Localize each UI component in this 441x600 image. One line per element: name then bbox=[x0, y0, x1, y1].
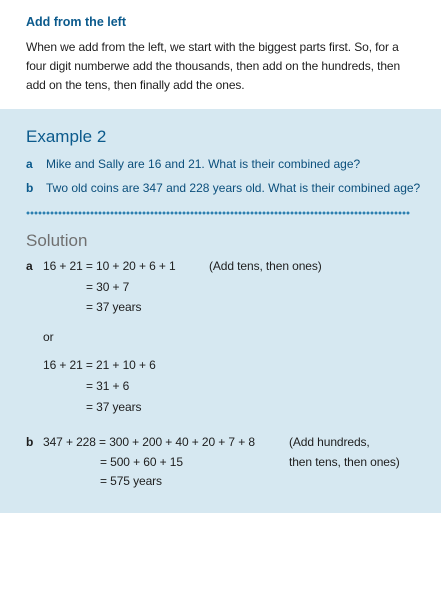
part-b-letter: b bbox=[26, 435, 34, 449]
part-b-line1: 347 + 228 = 300 + 200 + 40 + 20 + 7 + 8 bbox=[43, 435, 255, 449]
part-a-method1-line1: 16 + 21 = 10 + 20 + 6 + 1 bbox=[43, 259, 176, 273]
part-a-method1-note: (Add tens, then ones) bbox=[209, 259, 322, 273]
part-b-note-line1: (Add hundreds, bbox=[289, 435, 370, 449]
intro-line-3: add on the tens, then finally add the ones. bbox=[26, 78, 245, 92]
part-b-line2: = 500 + 60 + 15 bbox=[100, 455, 183, 469]
section-heading: Add from the left bbox=[26, 15, 126, 29]
part-a-method1-line2: = 30 + 7 bbox=[86, 280, 130, 294]
part-a-method1-line3: = 37 years bbox=[86, 300, 142, 314]
dotted-divider bbox=[26, 211, 410, 215]
part-a-method2-line3: = 37 years bbox=[86, 400, 142, 414]
part-a-method2-line1: 16 + 21 = 21 + 10 + 6 bbox=[43, 358, 156, 372]
question-a-letter: a bbox=[26, 157, 33, 171]
part-b-line3: = 575 years bbox=[100, 474, 162, 488]
question-a-text: Mike and Sally are 16 and 21. What is their combined age? bbox=[46, 157, 361, 171]
part-a-letter: a bbox=[26, 259, 33, 273]
solution-title: Solution bbox=[26, 231, 88, 250]
intro-line-1: When we add from the left, we start with the biggest parts first. So, for a bbox=[26, 40, 399, 54]
part-a-or: or bbox=[43, 330, 54, 344]
part-a-method2-line2: = 31 + 6 bbox=[86, 379, 130, 393]
question-b-text: Two old coins are 347 and 228 years old. What is their combined age? bbox=[46, 181, 421, 195]
intro-line-2: four digit numberwe add the thousands, then add on the hundreds, then bbox=[26, 59, 401, 73]
question-b-letter: b bbox=[26, 181, 34, 195]
example-title: Example 2 bbox=[26, 127, 107, 146]
part-b-note-line2: then tens, then ones) bbox=[289, 455, 400, 469]
